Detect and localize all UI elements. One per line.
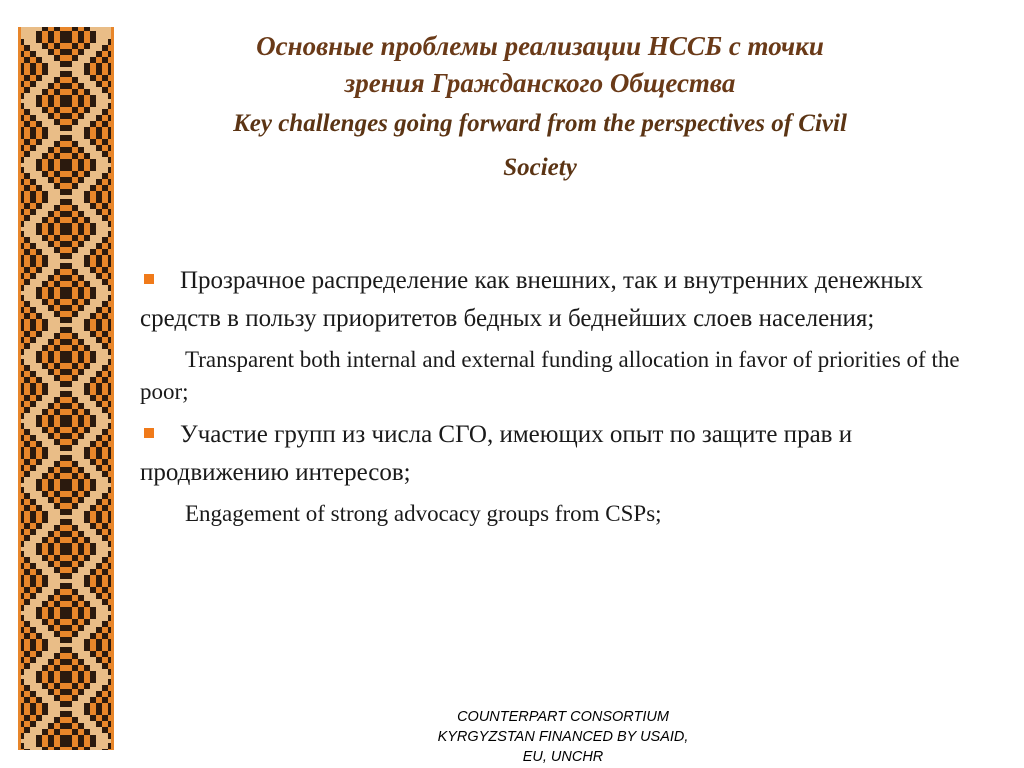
square-bullet-icon xyxy=(144,428,154,438)
title-russian xyxy=(140,28,940,102)
footer-line1: COUNTERPART CONSORTIUM xyxy=(457,709,669,725)
bullet-item-2 xyxy=(140,416,975,492)
bullet-item-1 xyxy=(140,262,975,338)
square-bullet-icon xyxy=(144,274,154,284)
bullet-1-translation: Transparent both internal and external funding allocation in favor of priorities of the poor; xyxy=(140,347,960,404)
title-english xyxy=(140,102,940,190)
footer-line3: EU, UNCHR xyxy=(522,749,604,765)
bullet-2-translation: Engagement of strong advocacy groups from CSPs; xyxy=(185,501,662,526)
footer-line2: KYRGYZSTAN FINANCED BY USAID, xyxy=(437,729,689,745)
title-en-line2: Society xyxy=(503,154,577,181)
footer-credit xyxy=(400,707,726,767)
title-ru-line1: Основные проблемы реализации НССБ с точки xyxy=(256,31,824,61)
content-list xyxy=(140,262,975,536)
ornament-band xyxy=(18,27,114,750)
bullet-2-text: Участие групп из числа СГО, имеющих опыт по защите прав и продвижению интересов; xyxy=(140,421,853,486)
ornament-pattern-icon xyxy=(18,27,114,750)
title-en-line1: Key challenges going forward from the perspectives of Civil xyxy=(233,110,847,137)
bullet-1-text: Прозрачное распределение как внешних, так и внутренних денежных средств в пользу приоритетов бедных и беднейших слоев населения; xyxy=(140,267,923,332)
title-ru-line2: зрения Гражданского Общества xyxy=(344,68,736,98)
title-block xyxy=(140,28,940,190)
